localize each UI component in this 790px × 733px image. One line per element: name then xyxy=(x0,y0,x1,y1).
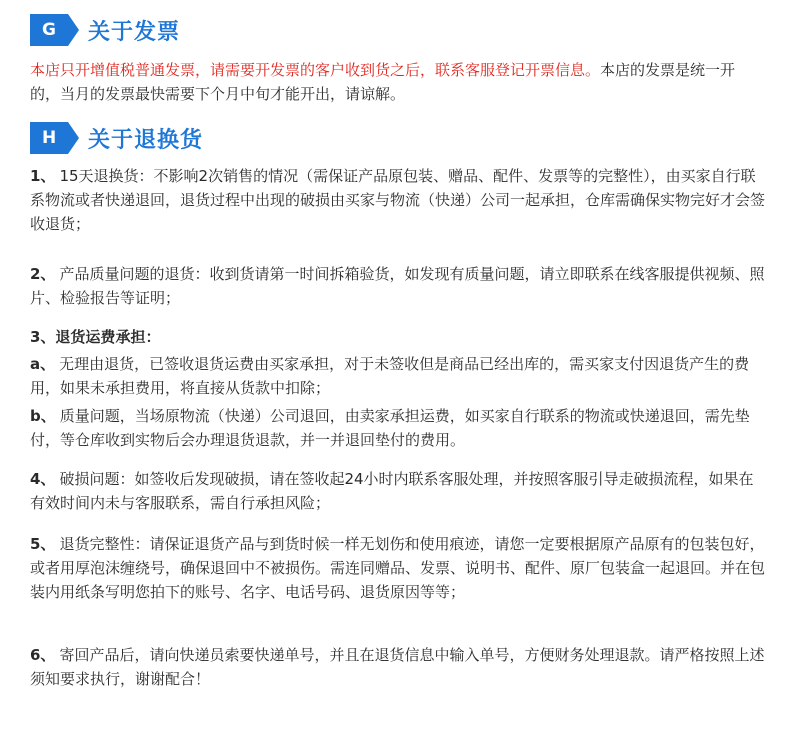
item-text: 15天退换货：不影响2次销售的情况（需保证产品原包装、赠品、配件、发票等的完整性），由买家自行联系物流或者快递退回，退货过程中出现的破损由买家与物流（快递）公司一起承担，仓库需确保实物完好才会签收退货； xyxy=(30,167,766,233)
returns-item-3b xyxy=(30,404,765,452)
section-badge-g: G xyxy=(30,14,68,46)
returns-item-4 xyxy=(30,467,765,515)
item-text: 产品质量问题的退货：收到货请第一时间拆箱验货，如发现有质量问题，请立即联系在线客服提供视频、照片、检验报告等证明； xyxy=(30,265,765,307)
invoice-red-notice: 本店只开增值税普通发票，请需要开发票的客户收到货之后，联系客服登记开票信息。 xyxy=(30,61,601,79)
invoice-section-title: 关于发票 xyxy=(88,19,181,45)
item-text: 质量问题，当场原物流（快递）公司退回，由卖家承担运费，如买家自行联系的物流或快递退回，需先垫付，等仓库收到实物后会办理退货退款，并一并退回垫付的费用。 xyxy=(30,407,750,449)
invoice-section-header xyxy=(30,14,180,46)
item-text: 无理由退货，已签收退货运费由买家承担，对于未签收但是商品已经出库的，需买家支付因退货产生的费用，如果未承担费用，将直接从货款中扣除； xyxy=(30,355,750,397)
returns-item-1 xyxy=(30,164,765,236)
returns-item-3a xyxy=(30,352,765,400)
item-text: 寄回产品后，请向快递员索要快递单号，并且在退货信息中输入单号，方便财务处理退款。请严格按照上述须知要求执行，谢谢配合！ xyxy=(30,646,765,688)
returns-item-3-title: 3、退货运费承担： xyxy=(30,328,161,346)
item-number: a、 xyxy=(30,355,56,373)
section-badge-h: H xyxy=(30,122,68,154)
item-number: 4、 xyxy=(30,470,56,488)
item-number: 1、 xyxy=(30,167,56,185)
item-text: 退货完整性：请保证退货产品与到货时候一样无划伤和使用痕迹，请您一定要根据原产品原有的包装包好，或者用厚泡沫缠绕号，确保退回中不被损伤。需连同赠品、发票、说明书、配件、原厂包装盒一起退回。并在包装内用纸条写明您拍下的账号、名字、电话号码、退货原因等等； xyxy=(30,535,766,601)
item-number: 6、 xyxy=(30,646,56,664)
item-text: 破损问题：如签收后发现破损，请在签收起24小时内联系客服处理，并按照客服引导走破损流程，如果在有效时间内未与客服联系，需自行承担风险； xyxy=(30,470,754,512)
returns-item-5 xyxy=(30,532,765,604)
item-number: 2、 xyxy=(30,265,56,283)
returns-item-2 xyxy=(30,262,765,310)
invoice-paragraph xyxy=(30,58,765,106)
invoice-text: 本店的发票是统一开的，当月的发票最快需要下个月中旬才能开出，请谅解。 xyxy=(30,61,736,103)
returns-section-title: 关于退换货 xyxy=(88,127,204,153)
returns-section-header xyxy=(30,122,203,154)
item-number: b、 xyxy=(30,407,56,425)
item-number: 5、 xyxy=(30,535,56,553)
returns-item-6 xyxy=(30,643,765,691)
